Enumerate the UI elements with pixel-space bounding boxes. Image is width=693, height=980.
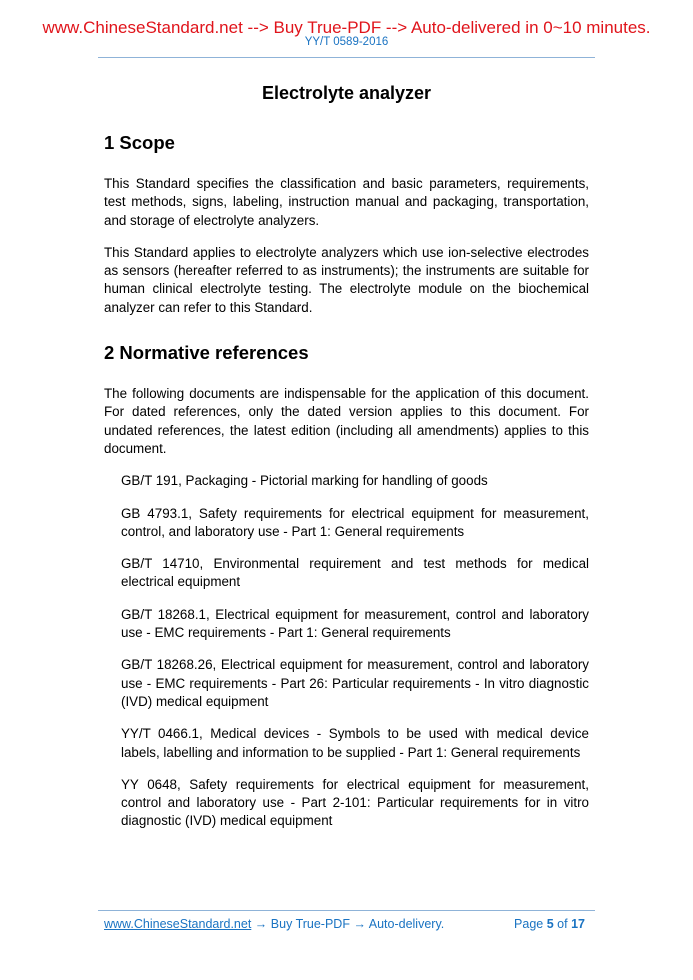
page-footer xyxy=(98,910,595,931)
scope-paragraph: This Standard specifies the classification and basic parameters, requirements, test methods, signs, labeling, instruction manual and packaging, transportation, and storage of electrolyte analyzers. xyxy=(104,176,589,228)
footer-delivery-text: Auto-delivery. xyxy=(368,917,445,931)
page-number: 5 xyxy=(546,917,554,931)
page-label: Page xyxy=(514,917,544,931)
reference-item: GB/T 18268.26, Electrical equipment for measurement, control and laboratory use - EMC requirements - Part 26: Particular requirements - In vitro diagnostic (IVD) medical equipment xyxy=(121,657,589,709)
footer-divider xyxy=(98,910,595,911)
section-scope-heading: 1 Scope xyxy=(104,132,175,153)
arrow-right-icon: → xyxy=(353,917,366,931)
header-divider xyxy=(98,57,595,58)
reference-item: YY/T 0466.1, Medical devices - Symbols to be used with medical device labels, labelling and information to be supplied - Part 1: General requirements xyxy=(121,726,589,760)
reference-item: GB/T 18268.1, Electrical equipment for measurement, control and laboratory use - EMC requirements - Part 1: General requirements xyxy=(121,606,589,641)
document-code: YY/T 0589-2016 xyxy=(304,36,389,48)
promo-banner[interactable]: www.ChineseStandard.net --> Buy True-PDF --> Auto-delivered in 0~10 minutes. xyxy=(42,18,651,37)
references-intro: The following documents are indispensable for the application of this document. For dated references, only the dated version applies to this document. For undated references, the latest edition (including all amendments) applies to this document. xyxy=(104,386,589,456)
section-references-heading: 2 Normative references xyxy=(104,342,309,364)
document-body xyxy=(104,131,589,845)
reference-item: GB/T 14710, Environmental requirement and test methods for medical electrical equipment xyxy=(121,556,589,590)
scope-paragraph: This Standard applies to electrolyte analyzers which use ion-selective electrodes as sensors (hereafter referred to as instruments); the instruments are suitable for human clinical electrolyte testing. The electrolyte module on the biochemical analyzer can refer to this Standard. xyxy=(104,244,589,315)
of-label: of xyxy=(557,917,568,931)
page-total: 17 xyxy=(571,917,585,931)
reference-item: YY 0648, Safety requirements for electrical equipment for measurement, control and laboratory use - Part 2-101: Particular requirements for in vitro diagnostic (IVD) medical equipment xyxy=(121,776,589,829)
reference-item: GB 4793.1, Safety requirements for electrical equipment for measurement, control, and laboratory use - Part 1: General requirements xyxy=(121,505,589,539)
footer-links xyxy=(104,917,444,931)
page-indicator xyxy=(514,917,585,931)
arrow-right-icon: → xyxy=(254,917,268,931)
footer-site-link[interactable]: www.ChineseStandard.net xyxy=(104,917,252,931)
footer-buy-link[interactable]: Buy True-PDF xyxy=(270,917,350,931)
page-title: Electrolyte analyzer xyxy=(261,83,432,103)
reference-item: GB/T 191, Packaging - Pictorial marking for handling of goods xyxy=(121,473,488,489)
